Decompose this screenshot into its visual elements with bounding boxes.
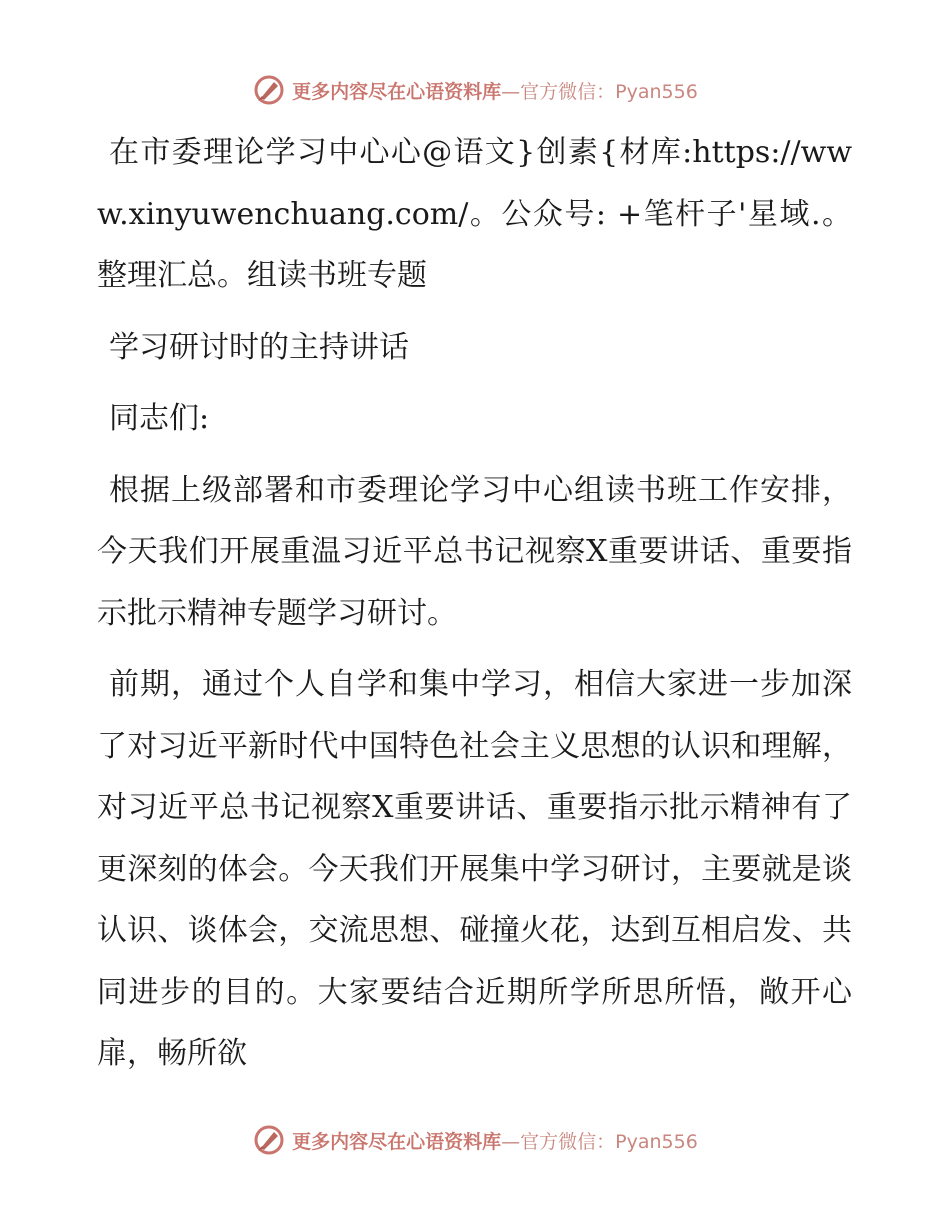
footer-brand: 更多内容尽在心语资料库 bbox=[292, 1130, 502, 1153]
body-paragraph-1: 根据上级部署和市委理论学习中心组读书班工作安排，今天我们开展重温习近平总书记视察X重要讲话、重要指示批示精神专题学习研讨。 bbox=[97, 472, 852, 631]
body-paragraph-2: 前期，通过个人自学和集中学习，相信大家进一步加深了对习近平新时代中国特色社会主义思想的认识和理解，对习近平总书记视察X重要讲话、重要指示批示精神有了更深刻的体会。今天我们开展集中学习研讨，主要就是谈认识、谈体会，交流思想、碰撞火花，达到互相启发、共同进步的目的。大家要结合近期所学所思所悟，敞开心扉，畅所欲 bbox=[97, 667, 852, 1071]
pen-nib-circle-icon bbox=[252, 1123, 286, 1157]
header-banner-text bbox=[292, 77, 698, 104]
pen-nib-circle-icon bbox=[252, 73, 286, 107]
header-contact: 官方微信：Pyan556 bbox=[520, 80, 698, 103]
header-brand: 更多内容尽在心语资料库 bbox=[292, 80, 502, 103]
footer-banner-text bbox=[292, 1127, 698, 1154]
header-dash: — bbox=[501, 80, 521, 103]
footer-contact: 官方微信：Pyan556 bbox=[520, 1130, 698, 1153]
footer-dash: — bbox=[501, 1130, 521, 1153]
footer-banner-content bbox=[252, 1123, 698, 1157]
header-banner-content bbox=[252, 73, 698, 107]
header-banner bbox=[0, 70, 950, 110]
document-title: 学习研讨时的主持讲话 bbox=[109, 329, 409, 365]
intro-paragraph: 在市委理论学习中心心@语文}创素{材库:https://www.xinyuwenchuang.com/。公众号: +笔杆子'星域.。整理汇总。组读书班专题 bbox=[97, 135, 852, 293]
salutation: 同志们: bbox=[109, 401, 210, 436]
footer-banner bbox=[0, 1120, 950, 1160]
document-body bbox=[97, 122, 852, 1095]
